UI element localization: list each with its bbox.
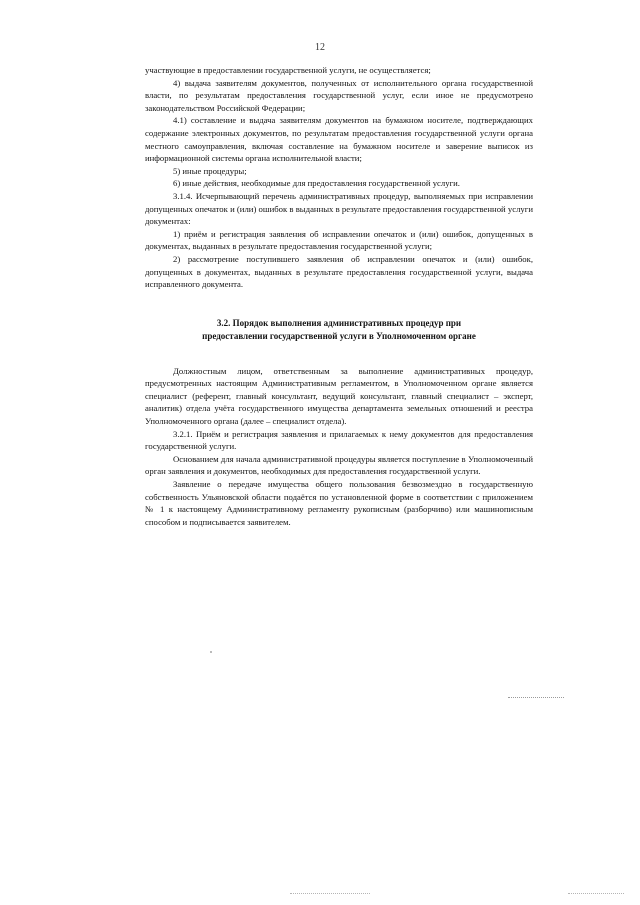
- section-heading-line-2: предоставлении государственной услуги в Уполномоченном органе: [202, 330, 476, 341]
- body-paragraph: участвующие в предоставлении государственной услуги, не осуществляется;: [145, 65, 431, 75]
- section-heading: [145, 317, 533, 343]
- body-paragraph: Заявление о передаче имущества общего пользования безвозмездно в государственную собственность Ульяновской области подаётся по установленной форме в соответствии с приложением № 1 к настоящему Административному регламенту рукописным (разборчиво) или машинописным способом и подписывается заявителем.: [145, 479, 533, 527]
- body-paragraph: 4) выдача заявителям документов, полученных от исполнительного органа государственной власти, по результатам предоставления государственной услуг, если иное не предусмотрено законодательством Российской Федерации;: [145, 77, 533, 113]
- body-paragraph: 2) рассмотрение поступившего заявления об исправлении опечаток и (или) ошибок, допущенных в документах, выданных в результате предоставления государственной услуги, выдача исправленного документа.: [145, 253, 533, 290]
- footer-dotted-line-right: [568, 893, 624, 894]
- body-paragraph: Должностным лицом, ответственным за выполнение административных процедур, предусмотренных настоящим Административным регламентом, в Уполномоченном органе является специалист (референт, главный консультант, ведущий консультант, главный специалист – эксперт, аналитик) отдела учёта государственного имущества департамента земельных отношений и реестра Уполномоченного органа (далее – специалист отдела).: [145, 365, 533, 427]
- body-paragraph: 4.1) составление и выдача заявителям документов на бумажном носителе, подтверждающих содержание электронных документов, по результатам предоставления государственной услуги органа местного самоуправления, включая составление на бумажном носителе и заверение выписок из информационной системы органа исполнительной власти;: [145, 115, 533, 164]
- paragraph-group-after: [145, 365, 533, 529]
- document-body: [145, 64, 533, 528]
- body-paragraph: 3.1.4. Исчерпывающий перечень административных процедур, выполняемых при исправлении допущенных опечаток и (или) ошибок в выданных в результате предоставления государственной услуги документах:: [145, 190, 533, 227]
- scan-speck: [210, 651, 212, 653]
- section-heading-line-1: 3.2. Порядок выполнения административных процедур при: [216, 317, 462, 328]
- footer-dotted-line: [290, 893, 370, 894]
- body-paragraph: Основанием для начала административной процедуры является поступление в Уполномоченный орган заявления и документов, необходимых для предоставления государственной услуги.: [145, 453, 533, 477]
- paragraph-group-before: [145, 64, 533, 291]
- body-paragraph: 1) приём и регистрация заявления об исправлении опечаток и (или) ошибок, допущенных в документах, выданных в результате предоставления государственной услуги;: [145, 228, 533, 252]
- body-paragraph: 3.2.1. Приём и регистрация заявления и прилагаемых к нему документов для предоставления государственной услуги.: [145, 428, 533, 452]
- signature-dotted-line: [508, 697, 564, 698]
- page-number: 12: [315, 42, 325, 53]
- body-paragraph: 5) иные процедуры;: [173, 165, 247, 176]
- body-paragraph: 6) иные действия, необходимые для предоставления государственной услуги.: [173, 178, 460, 189]
